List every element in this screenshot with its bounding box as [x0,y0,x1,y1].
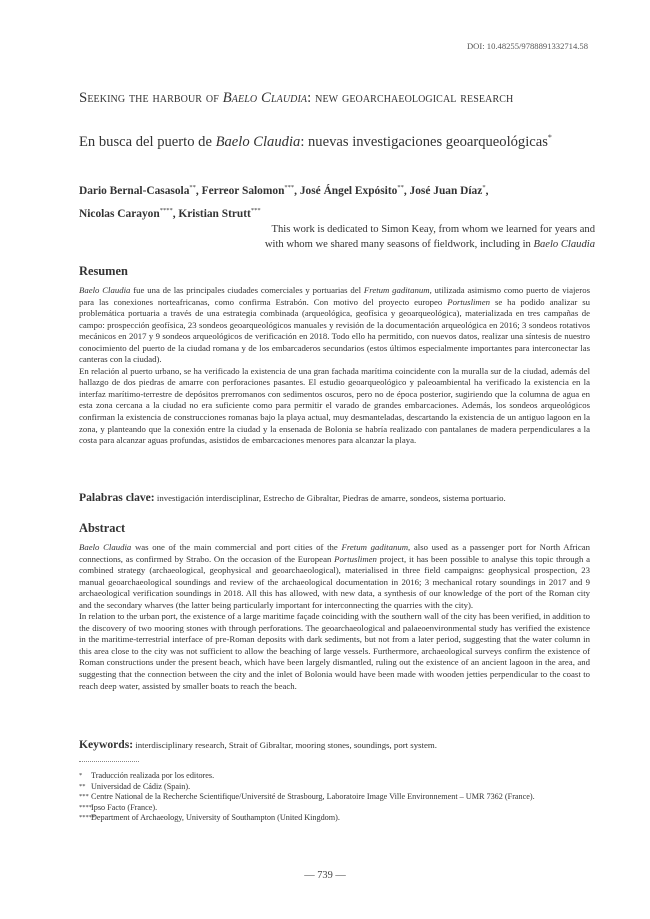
author-mark: *** [284,184,295,191]
footnote [79,803,599,814]
author-mark: *** [250,206,261,214]
title-es-part2: Baelo Claudia [215,133,301,150]
italic-term: Baelo Claudia [79,542,132,552]
footnote-text: Department of Archaeology, University of Southampton (United Kingdom). [91,813,340,823]
author-sep: , [294,184,300,197]
keywords [79,738,599,751]
text-run: , utilizada asimismo como puerto de viajeros para las conexiones norteafricanas, como confirma Estrabón. Con motivo del proyecto europeo [79,285,590,307]
author-name: Nicolas Carayon [79,207,160,220]
dedication-line2: with whom we shared many seasons of fieldwork, including in [264,239,534,250]
italic-term: Fretum gaditanum [341,542,409,552]
palabras-clave-label: Palabras clave: [79,491,155,504]
resumen-body [79,285,590,447]
footnote-mark: **** [79,803,92,811]
title-en-part3: : new geoarchaeological research [307,90,514,106]
text-run: fue una de las principales ciudades comerciales y portuarias del [130,285,364,295]
italic-term: Portuslimen [334,553,377,564]
title-english [79,87,589,110]
italic-term: Fretum gaditanum [363,285,430,295]
footnote-mark: ** [79,782,86,790]
title-es-part1: En busca del puerto de [79,133,216,150]
author-sep: , [403,184,410,197]
abstract-heading: Abstract [79,521,126,535]
dedication [233,222,595,252]
author-mark: ** [397,184,404,191]
italic-term: Portuslimen [447,296,491,307]
text-run: se ha podido analizar su problemática portuaria a través de una estrategia combinada (arqueológica, geofísica y geoarqueológica), materializada en tres campañas de campo: prospección geofísica, 23 sondeos geoarqueológicos manuales y revisión de la documentación arqueológica en 2016; 3 sondeos rotativos mecánicos en 2017 y 9 sondeos arqueológicos de verificación en 2018. Todo ello ha permitido, con nuevos datos, realizar una síntesis de nuestro conocimiento del puerto de la ciudad romana y de los embarcaderos secundarios (estos últimos especialmente importantes para interconectar las canteras con la ciudad). [79,296,590,365]
resumen-heading: Resumen [79,264,128,278]
palabras-clave [79,491,599,504]
text-run: , also used as a passenger port for North African connections, as confirmed by Strabo. On the occasion of the European [79,542,591,564]
title-en-part1: Seeking the harbour of [79,90,223,106]
author-mark: **** [159,206,173,214]
footnote-text: Centre National de la Recherche Scientifique/Université de Strasbourg, Laboratoire Image Ville Environnement – UMR 7362 (France). [91,792,535,802]
text-run: project, it has been possible to analyse this topic through a combined strategy (archaeological, geophysical and geoarchaeological), materialised in three field campaigns: geophysical prospection, 23 manual geoarchaeological soundings and review of the archaeological documentation in 2016; 3 mechanical rotary soundings in 2017 and 9 archaeological verification soundings in 2018. All this has allowed, with new data, a synthesis of our knowledge of the port of the Roman city and the secondary wharves (the latter being particularly important for interconnecting the quarries with the city). [79,553,590,610]
footnote-mark: ***** [79,814,96,822]
footnote-text: Ipso Facto (France). [91,802,158,812]
title-es-part3: : nuevas investigaciones geoarqueológicas [300,133,548,150]
dedication-line1: This work is dedicated to Simon Keay, from whom we learned for years and [271,224,595,235]
author-list [79,178,589,224]
footnote-text: Universidad de Cádiz (Spain). [91,781,191,791]
title-es-mark: * [547,133,552,142]
footnote-mark: * [79,772,83,779]
author-mark: ** [189,184,196,191]
author-mark: * [482,184,486,191]
abstract-paragraph-1 [79,542,590,611]
palabras-clave-text: investigación interdisciplinar, Estrecho de Gibraltar, Piedras de amarre, sondeos, sistema portuario. [154,493,506,503]
abstract-paragraph-2: In relation to the urban port, the existence of a large maritime façade coinciding with the southern wall of the city has been verified, in addition to the discovery of two mooring stones with through perforations. The geoarchaeological and palaeoenvironmental study has verified the existence in the maritime-terrestrial interface of pre-Roman deposits with dark sediments, but not from a later period, suggesting that the water column in this area close to the city was not sufficient to allow the beaching of large vessels. Furthermore, archaeological surveys confirm the existence of Roman constructions under the present beach, which have been largely dismantled, ruling out the existence of an ancient lagoon in the area, and suggesting that the connection between the city and the inlet of Bolonia would have been made with wooden jetties perpendicular to the coast to reach deep water, assisted by smaller boats to reach the beach. [79,611,590,691]
text-run: was one of the main commercial and port cities of the [131,542,342,552]
author-sep: , [172,207,179,220]
author-name: Kristian Strutt [178,207,251,220]
page-number: — 739 — [304,870,346,881]
dedication-emphasis: Baelo Claudia [533,239,595,250]
doi-label[interactable]: DOI: 10.48255/9788891332714.58 [466,41,588,51]
footnotes [79,771,599,824]
author-name: Ferreor Salomon [201,184,285,197]
resumen-paragraph-1 [79,285,590,366]
footnote [79,782,599,793]
footnote-divider [79,761,139,762]
abstract-body [79,542,590,692]
footnote-mark: *** [79,793,89,801]
keywords-text: interdisciplinary research, Strait of Gibraltar, mooring stones, soundings, port system. [133,740,437,750]
keywords-label: Keywords: [79,738,134,751]
footnote [79,771,599,782]
resumen-paragraph-2: En relación al puerto urbano, se ha verificado la existencia de una gran fachada marítima coincidente con la muralla sur de la ciudad, además del hallazgo de dos piedras de amarre con perforaciones pasantes. El estudio geoarqueológico y paleoambiental ha verificado la existencia en la interfaz marítimo-terrestre de depósitos prerromanos con sedimentos oscuros, pero no de época posterior, sugiriendo que la columna de agua en esta zona cercana a la ciudad no era suficiente como para permitir el varado de grandes embarcaciones. Además, los sondeos arqueológicos confirman la existencia de construcciones romanas bajo la playa actual, muy desmanteladas, descartando la existencia de un antiguo lagoon en la zona, y planteando que la conexión entre la ciudad y la ensenada de Bolonia se habría realizado con pantalanes de madera perpendiculares a la costa para alcanzar aguas profundas, asistidos de embarcaciones menores para alcanzar la playa. [79,365,590,446]
footnote-text: Traducción realizada por los editores. [91,771,215,780]
title-en-part2: Baelo Claudia [222,90,308,106]
italic-term: Baelo Claudia [79,285,131,295]
author-sep: , [195,184,202,197]
footnote [79,813,599,824]
author-name: José Juan Díaz [409,184,483,197]
author-name: Dario Bernal-Casasola [79,184,190,197]
footnote [79,792,599,803]
author-name: José Ángel Expósito [299,184,398,197]
title-spanish [79,133,599,151]
author-sep: , [485,184,489,197]
